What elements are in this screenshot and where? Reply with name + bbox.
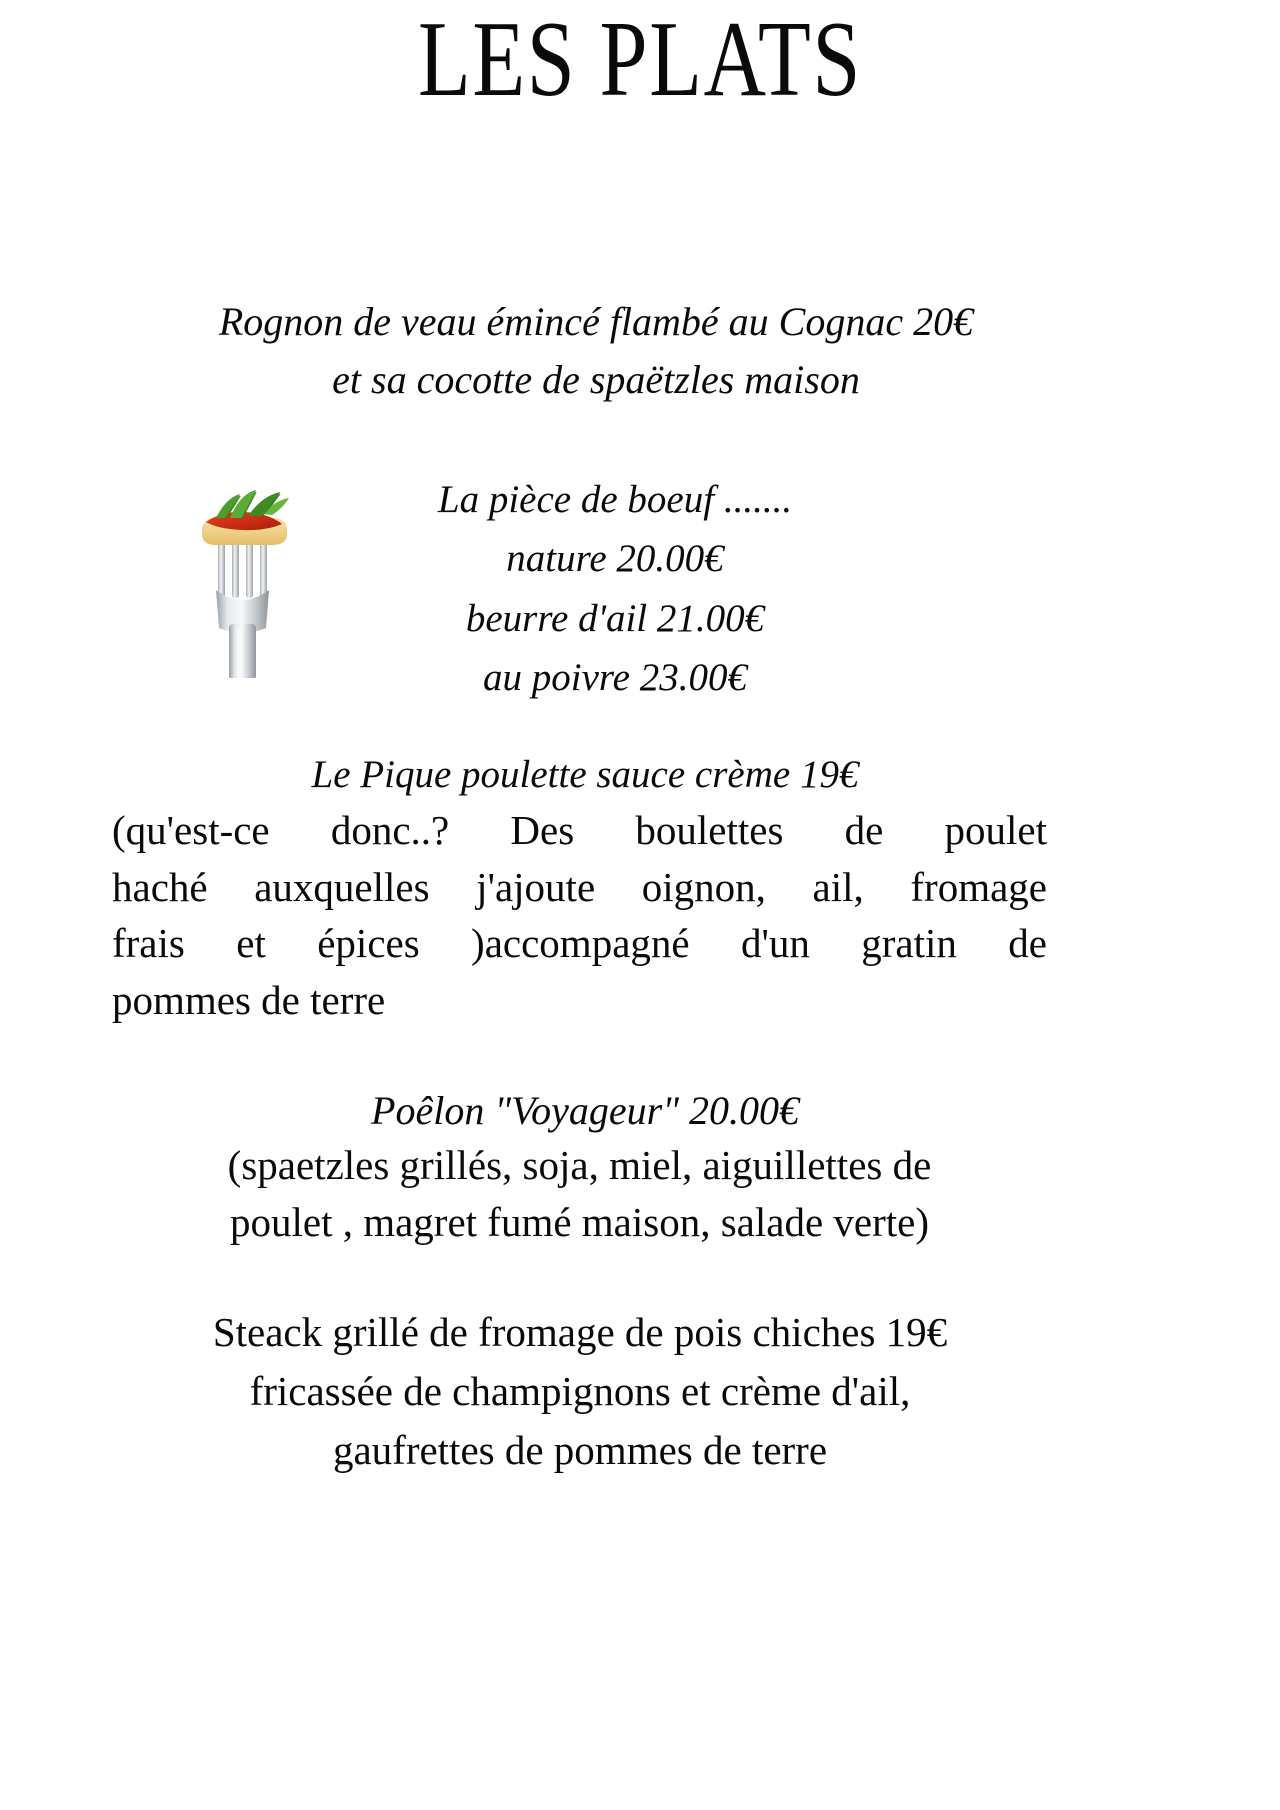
menu-item-rognon-line2: et sa cocotte de spaëtzles maison <box>332 356 860 402</box>
menu-item-boeuf-heading: La pièce de boeuf ....... <box>437 478 793 521</box>
menu-item-boeuf-option-beurre-dail: beurre d'ail 21.00€ <box>465 596 765 640</box>
fork-with-garnish-icon <box>196 478 292 678</box>
pique-desc-line2: haché auxquelles j'ajoute oignon, ail, fromage <box>112 863 1047 910</box>
steack-line2: fricassée de champignons et crème d'ail, <box>249 1368 911 1415</box>
menu-item-boeuf-option-nature: nature 20.00€ <box>506 537 724 581</box>
poelon-desc-line2: poulet , magret fumé maison, salade verte) <box>229 1199 930 1246</box>
pique-desc-line3: frais et épices )accompagné d'un gratin de <box>112 920 1047 967</box>
menu-item-rognon-line1: Rognon de veau émincé flambé au Cognac 20€ <box>218 299 974 344</box>
page-title: LES PLATS <box>417 0 863 119</box>
menu-item-pique-poulette-heading: Le Pique poulette sauce crème 19€ <box>311 753 859 796</box>
pique-desc-line4: pommes de terre <box>112 976 386 1023</box>
menu-item-boeuf-option-au-poivre: au poivre 23.00€ <box>483 655 747 699</box>
menu-item-poelon-heading: Poêlon "Voyageur" 20.00€ <box>371 1088 799 1133</box>
steack-line3: gaufrettes de pommes de terre <box>332 1427 828 1474</box>
menu-item-piece-de-boeuf <box>300 470 930 707</box>
pique-desc-line1: (qu'est-ce donc..? Des boulettes de poulet <box>112 807 1047 853</box>
steack-line1: Steack grillé de fromage de pois chiches 19€ <box>212 1309 948 1355</box>
menu-item-poelon-description <box>112 1137 1047 1252</box>
menu-item-steack-pois-chiches <box>100 1303 1060 1480</box>
menu-item-rognon <box>96 293 1096 408</box>
menu-item-pique-poulette-description <box>112 802 1047 1028</box>
poelon-desc-line1: (spaetzles grillés, soja, miel, aiguillettes de <box>227 1142 932 1188</box>
